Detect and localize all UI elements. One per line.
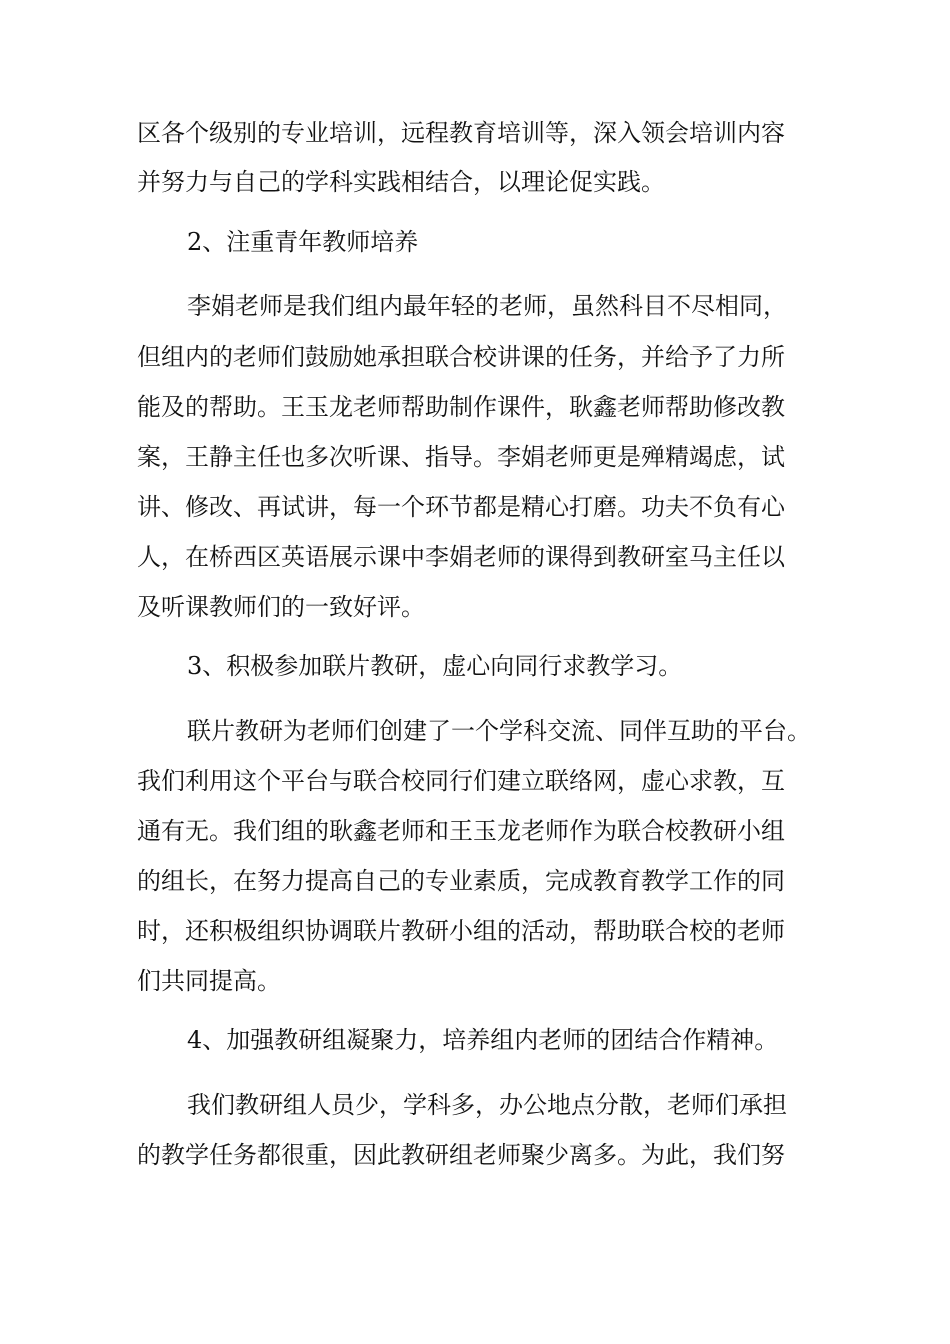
- section-heading-4: 4、加强教研组凝聚力，培养组内老师的团结合作精神。: [187, 1026, 779, 1054]
- paragraph-2-line-2: 但组内的老师们鼓励她承担联合校讲课的任务，并给予了力所: [137, 343, 785, 371]
- paragraph-2-line-1: 李娟老师是我们组内最年轻的老师，虽然科目不尽相同，: [187, 292, 787, 320]
- paragraph-3-line-4: 的组长，在努力提高自己的专业素质，完成教育教学工作的同: [137, 867, 785, 895]
- section-heading-3: 3、积极参加联片教研，虚心向同行求教学习。: [187, 652, 683, 680]
- paragraph-3-line-5: 时，还积极组织协调联片教研小组的活动，帮助联合校的老师: [137, 917, 785, 945]
- paragraph-2-line-6: 人，在桥西区英语展示课中李娟老师的课得到教研室马主任以: [137, 543, 785, 571]
- paragraph-3-line-6: 们共同提高。: [137, 967, 281, 995]
- paragraph-2-line-4: 案，王静主任也多次听课、指导。李娟老师更是殚精竭虑，试: [137, 443, 785, 471]
- section-heading-2: 2、注重青年教师培养: [187, 228, 419, 256]
- paragraph-2-line-3: 能及的帮助。王玉龙老师帮助制作课件，耿鑫老师帮助修改教: [137, 393, 785, 421]
- paragraph-4-line-1: 我们教研组人员少，学科多，办公地点分散，老师们承担: [187, 1091, 787, 1119]
- paragraph-3-line-1: 联片教研为老师们创建了一个学科交流、同伴互助的平台。: [187, 717, 811, 745]
- paragraph-4-line-2: 的教学任务都很重，因此教研组老师聚少离多。为此，我们努: [137, 1141, 785, 1169]
- paragraph-3-line-3: 通有无。我们组的耿鑫老师和王玉龙老师作为联合校教研小组: [137, 817, 785, 845]
- paragraph-2-line-7: 及听课教师们的一致好评。: [137, 593, 425, 621]
- paragraph-3-line-2: 我们利用这个平台与联合校同行们建立联络网，虚心求教，互: [137, 767, 785, 795]
- paragraph-1-line-1: 区各个级别的专业培训，远程教育培训等，深入领会培训内容: [137, 119, 785, 147]
- document-body: [137, 0, 837, 1344]
- paragraph-2-line-5: 讲、修改、再试讲，每一个环节都是精心打磨。功夫不负有心: [137, 493, 785, 521]
- paragraph-1-line-2: 并努力与自己的学科实践相结合，以理论促实践。: [137, 168, 665, 196]
